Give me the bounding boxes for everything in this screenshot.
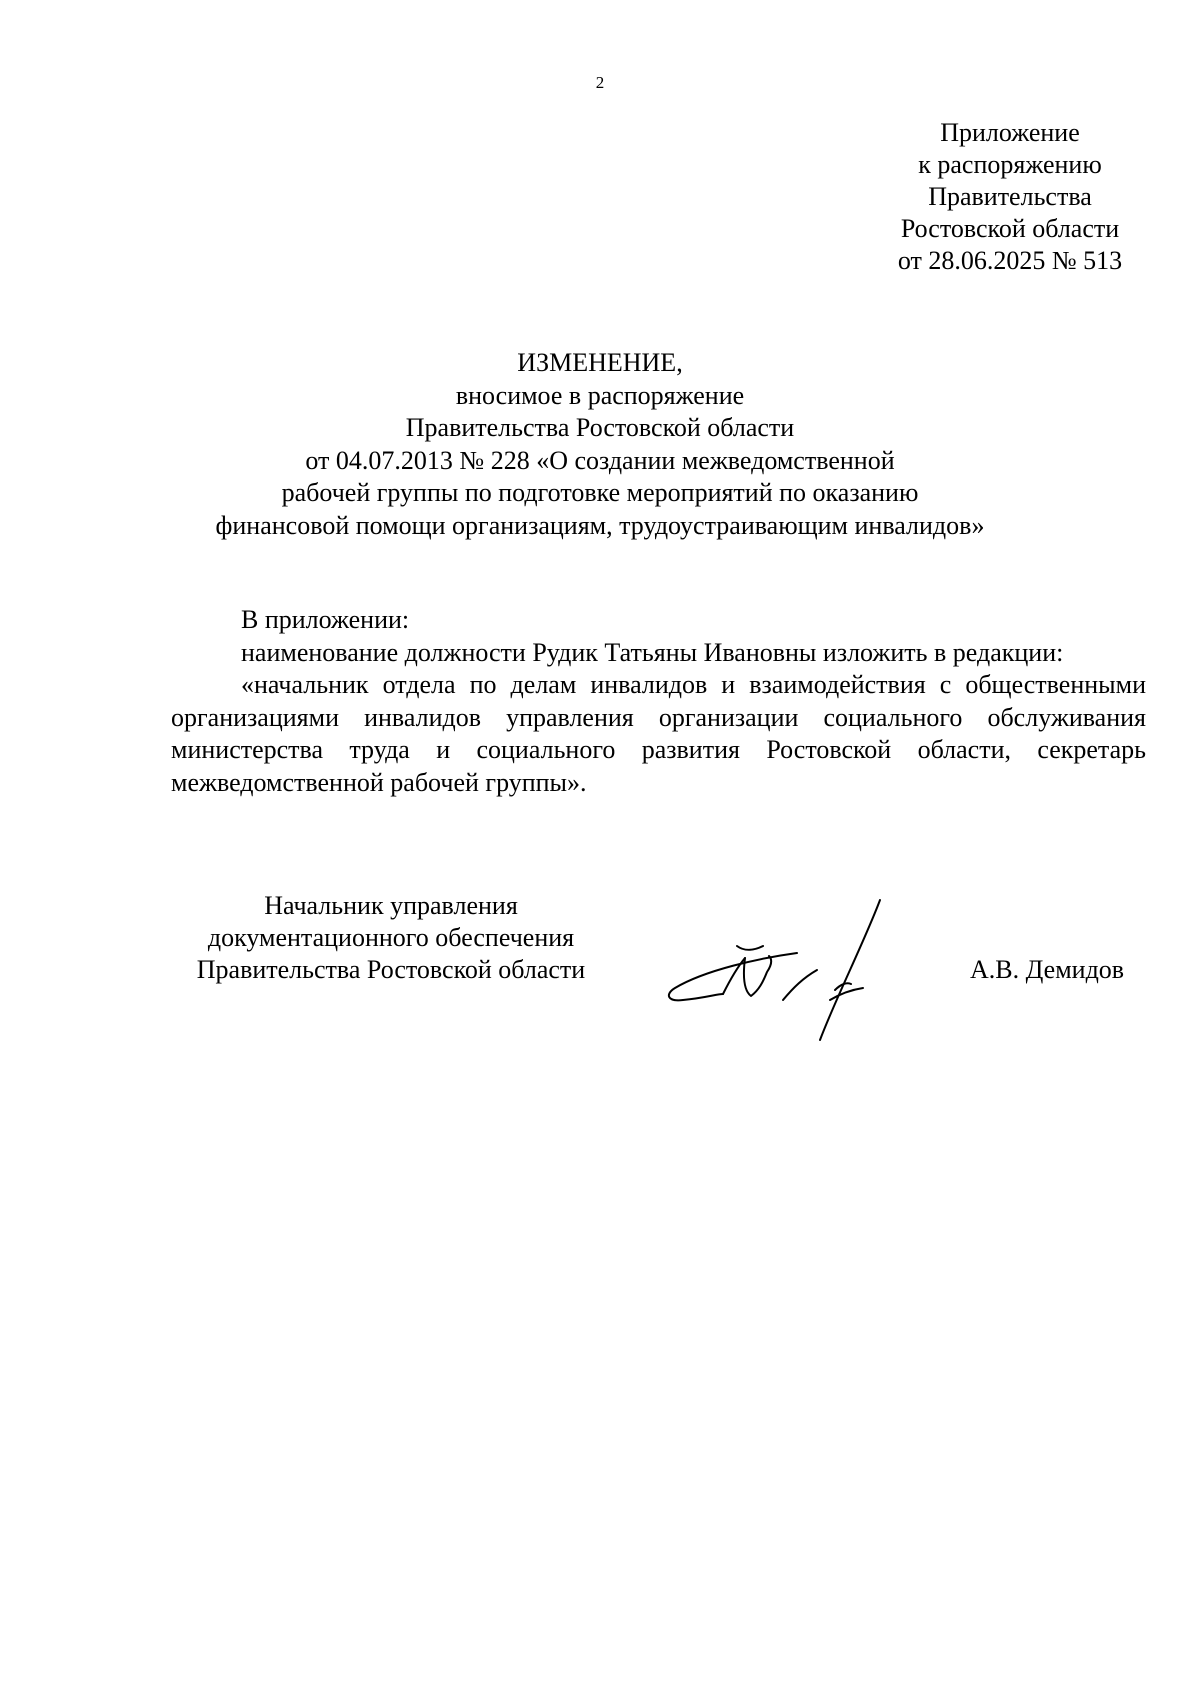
heading-line: финансовой помощи организациям, трудоустраивающим инвалидов» xyxy=(215,510,985,540)
heading-line: Правительства Ростовской области xyxy=(405,413,795,442)
annex-line: к распоряжению xyxy=(918,150,1102,179)
heading-line: от 04.07.2013 № 228 «О создании межведомственной xyxy=(305,445,895,475)
heading-line: вносимое в распоряжение xyxy=(455,380,745,410)
annex-line: Приложение xyxy=(940,118,1080,147)
position-line: документационного обеспечения xyxy=(207,923,575,952)
annex-line: Правительства xyxy=(928,182,1092,211)
document-heading xyxy=(0,347,1200,542)
annex-line: Ростовской области xyxy=(900,214,1120,243)
handwritten-signature xyxy=(665,890,950,1055)
body-intro: В приложении: xyxy=(241,605,410,634)
signature-stroke xyxy=(820,900,880,1040)
position-line: Начальник управления xyxy=(264,891,518,920)
body-quote: «начальник отдела по делам инвалидов и взаимодействия с общественными организациями инвалидов управления организации социального обслуживания министерства труда и социального развития Ростовской области, секретарь межведомственной рабочей группы». xyxy=(171,670,1146,797)
body-instruction: наименование должности Рудик Татьяны Ивановны изложить в редакции: xyxy=(241,637,1064,667)
heading-title: ИЗМЕНЕНИЕ, xyxy=(517,348,683,377)
document-body xyxy=(171,604,1146,799)
signature-stroke xyxy=(723,958,745,994)
heading-line: рабочей группы по подготовке мероприятий по оказанию xyxy=(281,478,919,507)
page-number: 2 xyxy=(595,73,605,92)
signer-name: А.В. Демидов xyxy=(970,955,1125,984)
signature-stroke xyxy=(737,946,763,950)
annex-line: от 28.06.2025 № 513 xyxy=(897,246,1123,275)
position-line: Правительства Ростовской области xyxy=(196,955,586,984)
annex-header xyxy=(840,117,1180,277)
signatory-position xyxy=(171,890,611,986)
signature-stroke xyxy=(783,970,817,1000)
